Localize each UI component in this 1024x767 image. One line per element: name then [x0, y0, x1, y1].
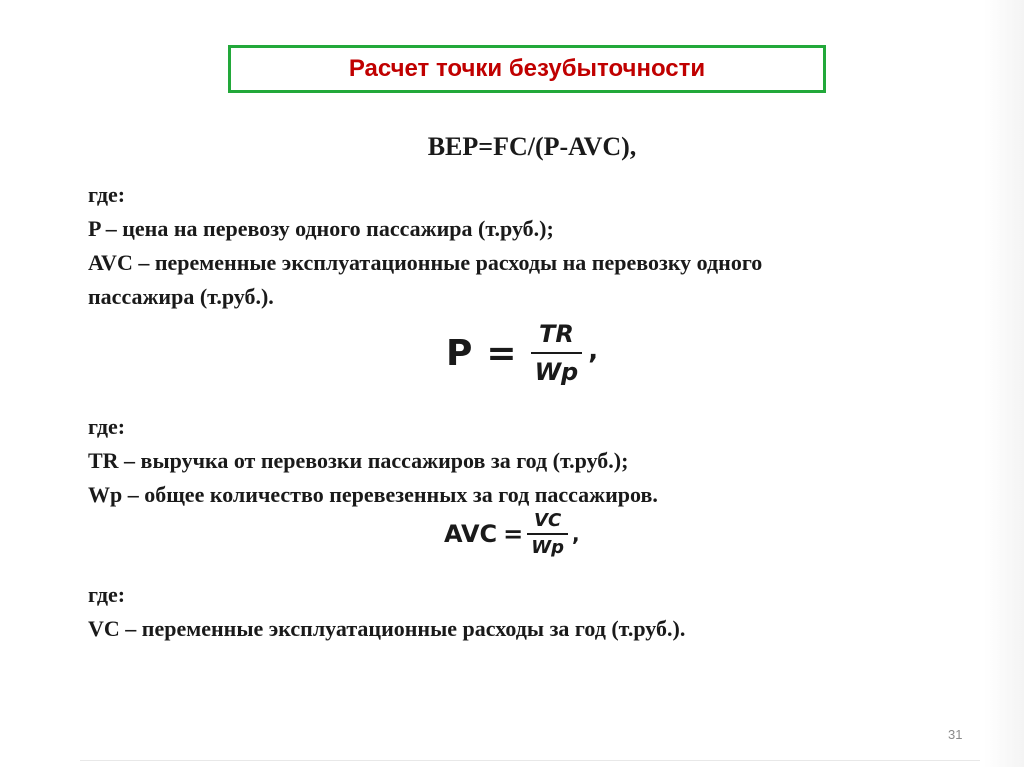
formula-comma: ,: [572, 521, 580, 546]
definitions-block-2: [88, 410, 658, 512]
slide-title: Расчет точки безубыточности: [348, 55, 706, 82]
fraction-numerator: TR: [538, 320, 574, 348]
price-formula: [446, 320, 598, 386]
title-box: [228, 45, 826, 93]
page-number: 31: [948, 727, 963, 742]
definitions-block-1: [88, 178, 762, 314]
definition-line: где:: [88, 182, 126, 207]
definition-line: пассажира (т.руб.).: [88, 284, 274, 309]
avc-formula: [444, 510, 580, 558]
fraction-numerator: VC: [534, 510, 562, 531]
bep-formula: BEP=FC/(P-AVC),: [427, 132, 637, 161]
formula-lhs: P: [446, 332, 473, 374]
formula-equals: =: [486, 332, 517, 374]
slide-bottom-line: [80, 760, 980, 761]
fraction-denominator: Wp: [531, 536, 564, 558]
definition-line: P – цена на перевозу одного пассажира (т.руб.);: [88, 216, 554, 241]
fraction-denominator: Wp: [534, 358, 579, 386]
definition-line: где:: [88, 582, 126, 607]
definition-line: Wp – общее количество перевезенных за год пассажиров.: [88, 482, 658, 507]
definitions-block-3: [88, 578, 685, 646]
slide-edge-decoration: [984, 0, 1024, 767]
formula-fraction: [527, 510, 568, 558]
formula-lhs: AVC: [444, 519, 498, 548]
fraction-bar: [531, 352, 583, 354]
fraction-bar: [527, 533, 568, 535]
formula-comma: ,: [588, 336, 599, 366]
definition-line: где:: [88, 414, 126, 439]
definition-line: TR – выручка от перевозки пассажиров за год (т.руб.);: [88, 448, 629, 473]
formula-fraction: [531, 320, 583, 386]
definition-line: VC – переменные эксплуатационные расходы за год (т.руб.).: [88, 616, 686, 641]
formula-equals: =: [503, 519, 524, 548]
definition-line: AVC – переменные эксплуатационные расходы на перевозку одного: [88, 250, 763, 275]
